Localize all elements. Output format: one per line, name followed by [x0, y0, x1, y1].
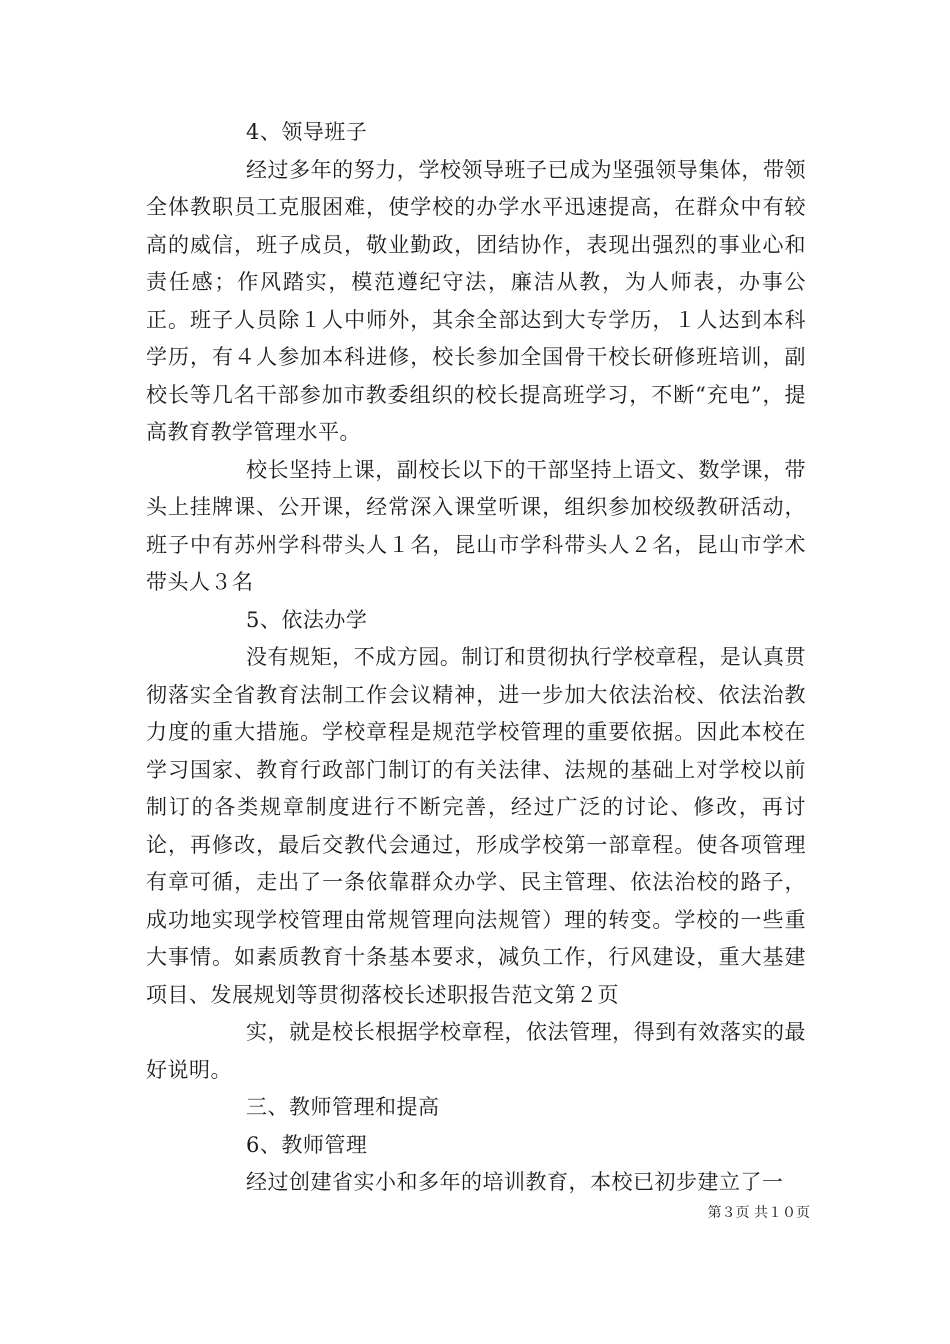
- paragraph-teacher-training: 经过创建省实小和多年的培训教育，本校已初步建立了一: [246, 1170, 784, 1194]
- section-heading-law-based-schooling: 5、依法办学: [246, 607, 368, 632]
- paragraph-school-charter: 没有规矩，不成方园。制订和贯彻执行学校章程，是认真贯彻落实全省教育法制工作会议精神，进一步加大依法治校、依法治教力度的重大措施。学校章程是规范学校管理的重要依据。因此本校在学习国家、教育行政部门制订的有关法律、法规的基础上对学校以前制订的各类规章制度进行不断完善，经过广泛的讨论、修改，再讨论，再修改，最后交教代会通过，形成学校第一部章程。使各项管理有章可循，走出了一条依靠群众办学、民主管理、依法治校的路子，成功地实现学校管理由常规管理向法规管）理的转变。学校的一些重大事情。如素质教育十条基本要求，减负工作，行风建设，重大基建项目、发展规划等贯彻落校长述职报告范文第２页: [146, 645, 806, 1007]
- document-body: [146, 114, 806, 1202]
- paragraph-charter-implementation: 实，就是校长根据学校章程，依法管理，得到有效落实的最好说明。: [146, 1020, 806, 1082]
- section-heading-leadership: 4、领导班子: [246, 120, 368, 144]
- page-number-footer: 第３页 共１０页: [707, 1205, 810, 1221]
- paragraph-leadership-overview: 经过多年的努力，学校领导班子已成为坚强领导集体，带领全体教职员工克服困难，使学校的办学水平迅速提高，在群众中有较高的威信，班子成员，敬业勤政，团结协作，表现出强烈的事业心和责任感；作风踏实，模范遵纪守法，廉洁从教，为人师表，办事公正。班子人员除１人中师外，其余全部达到大专学历，１人达到本科学历，有４人参加本科进修，校长参加全国骨干校长研修班培训，副校长等几名干部参加市教委组织的校长提高班学习，不断“充电”，提高教育教学管理水平。: [146, 157, 806, 444]
- section-heading-teacher-management: 三、教师管理和提高: [246, 1095, 440, 1119]
- paragraph-principal-teaching: 校长坚持上课，副校长以下的干部坚持上语文、数学课，带头上挂牌课、公开课，经常深入课堂听课，组织参加校级教研活动，班子中有苏州学科带头人１名，昆山市学科带头人２名，昆山市学术带头人３名: [146, 457, 806, 594]
- subsection-heading-teacher-management: 6、教师管理: [246, 1132, 368, 1157]
